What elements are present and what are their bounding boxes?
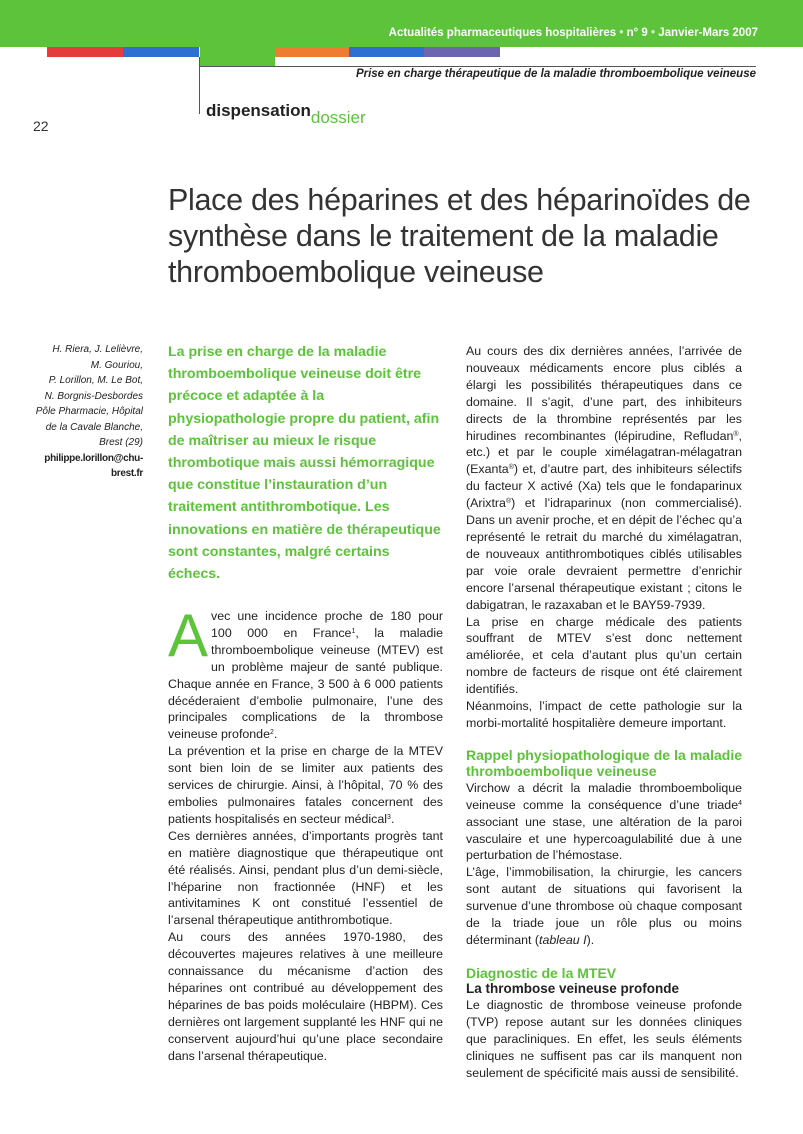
paragraph: Le diagnostic de thrombose veineuse profonde (TVP) repose autant sur les données cliniques que paracliniques. En effet, les seuls éléments cliniques ne suffisent pas car ils manquent non seulement de spécificité mais aussi de sensibilité. [466,998,742,1081]
separator: • [619,27,624,39]
registered-mark: ® [505,498,512,506]
issue-number: n° 9 [626,27,648,39]
text-run: La prévention et la prise en charge de la MTEV sont bien loin de se limiter aux patients des services de chirurgie. Ainsi, à l’hôpital, 70 % des embolies pulmonaires fatales concernent des patients hospitalisés en secteur médical [168,744,443,826]
author-line: Brest (29) [99,437,143,448]
rubric [206,101,366,127]
paragraph: La prise en charge médicale des patients souffrant de MTEV s’est donc nettement améliorée, et cela d’autant plus qu’un certain nombre de facteurs de risque ont été clairement identifiés. [466,614,742,697]
subsection-heading: La thrombose veineuse profonde [466,981,680,997]
text-run: L’âge, l’immobilisation, la chirurgie, les cancers sont autant de situations qui favorisent la survenue d’une thrombose où chaque composant de la triade joue un rôle plus ou moins déterminant ( [466,865,742,947]
body-column-left [168,602,443,1064]
color-strip-blue [123,47,199,57]
author-line: P. Lorillon, M. Le Bot, [48,375,143,386]
text-run: Virchow a décrit la maladie thromboembolique veineuse comme la conséquence d’une triade [466,780,742,812]
color-strip-orange [275,47,349,57]
divider-horizontal [200,66,756,67]
page-number: 22 [33,118,49,134]
journal-name: Actualités pharmaceutiques hospitalières [388,27,617,39]
paragraph [466,780,742,865]
author-line: de la Cavale Blanche, [45,421,143,433]
rubric-label: dispensation [206,101,311,120]
text-run: associant une stase, une altération de la paroi vasculaire et une hypercoagulabilité due à une perturbation de l’hémostase. [466,814,742,863]
paragraph [168,602,443,743]
journal-info [389,27,758,39]
author-line: Pôle Pharmacie, Hôpital [35,406,143,417]
footnote-ref: 3 [387,813,391,821]
paragraph [466,343,742,614]
paragraph: Ces dernières années, d’importants progrès tant en matière diagnostique que thérapeutique ont été réalisés. Ainsi, pendant plus d’un demi-siècle, l’héparine non fractionnée (HNF) et les antivitamines K ont constitué l’essentiel de l’arsenal thérapeutique antithrombotique. [168,828,443,928]
author-email: philippe.lorillon@chu-brest.fr [44,452,143,479]
article-title: Place des héparines et des héparinoïdes de synthèse dans le traitement de la maladie thromboembolique veineuse [168,183,751,289]
color-strip-red [47,47,123,57]
registered-mark: ® [508,464,514,472]
text-run: . [390,811,395,826]
paragraph: Néanmoins, l’impact de cette pathologie sur la morbi-mortalité hospitalière demeure important. [466,699,742,730]
rubric-sublabel: dossier [310,108,366,127]
body-column-right [466,343,742,1082]
separator: • [651,27,656,39]
author-line: H. Riera, J. Lelièvre, [52,344,143,355]
text-run: , etc.) et par le couple ximélagatran-mélagatran (Exanta [466,428,742,477]
drop-cap: A [168,602,209,669]
running-title: Prise en charge thérapeutique de la maladie thromboembolique veineuse [355,68,756,80]
text-run: . [273,727,278,742]
footnote-ref: 1 [351,627,356,635]
footnote-ref: 2 [269,729,274,737]
section-tab [200,47,275,66]
color-strip-purple [424,47,500,57]
author-line: N. Borgnis-Desbordes [44,390,143,402]
header-bar [0,0,803,47]
text-run: Au cours des dix dernières années, l’arrivée de nouveaux médicaments encore plus ciblés a élargi les possibilités thérapeutiques dans ce domaine. Il s’agit, d’une part, des inhibiteurs directs de la thrombine représentés par les hirudines recombinantes (lépirudine, Refludan [466,344,742,443]
section-heading: Rappel physiopathologique de la maladie thromboembolique veineuse [466,746,742,780]
registered-mark: ® [733,430,739,438]
text-run: ) et, d’autre part, des inhibiteurs sélectifs du facteur X activé (Xa) tels que le fondaparinux (Arixtra [466,462,742,511]
paragraph: Au cours des années 1970-1980, des découvertes majeures relatives à une meilleure connaissance du mécanisme d’action des héparines ont contribué au développement des héparines de bas poids moléculaire (HBPM). Ces dernières ont largement supplanté les HNF qui ne conservent aujourd’hui qu’une place secondaire dans l’arsenal thérapeutique. [168,930,443,1063]
footnote-ref: 4 [738,799,742,807]
text-run: ). [586,933,595,947]
author-line: M. Gouriou, [90,359,143,371]
section-heading: Diagnostic de la MTEV [466,964,617,981]
paragraph [466,864,742,949]
issue-date: Janvier-Mars 2007 [658,27,758,39]
table-reference: tableau I [539,933,587,947]
lead-paragraph: La prise en charge de la maladie thromboembolique veineuse doit être précoce et adaptée à la physiopathologie propre du patient, afin de maîtriser au mieux le risque thrombotique mais aussi hémorragique que constitue l’instauration d’un traitement antithrombotique. Les innovations en matière de thérapeutique sont constantes, malgré certains échecs. [168,344,441,583]
author-block [20,342,143,482]
text-run: vec une incidence proche de 180 pour 100 000 en France [211,609,443,640]
color-strip-blue [349,47,424,57]
text-run: , la maladie thromboembolique veineuse (MTEV) est un problème majeur de santé publique. Chaque année en France, 3 500 à 6 000 patients décéderaient d’embolie pulmonaire, l’une des principales complications de la thrombose veineuse profonde [168,625,443,742]
paragraph [168,743,443,828]
text-run: ) et l’idraparinux (non commercialisé). Dans un avenir proche, et en dépit de l’échec qu’a représenté le retrait du marché du ximélagatran, de nouveaux antithrombotiques ciblés utilisables par voie orale devraient permettre d’enrichir encore l’arsenal thérapeutique existant ; citons le dabigatran, le razaxaban et le BAY59-7939. [466,496,742,612]
